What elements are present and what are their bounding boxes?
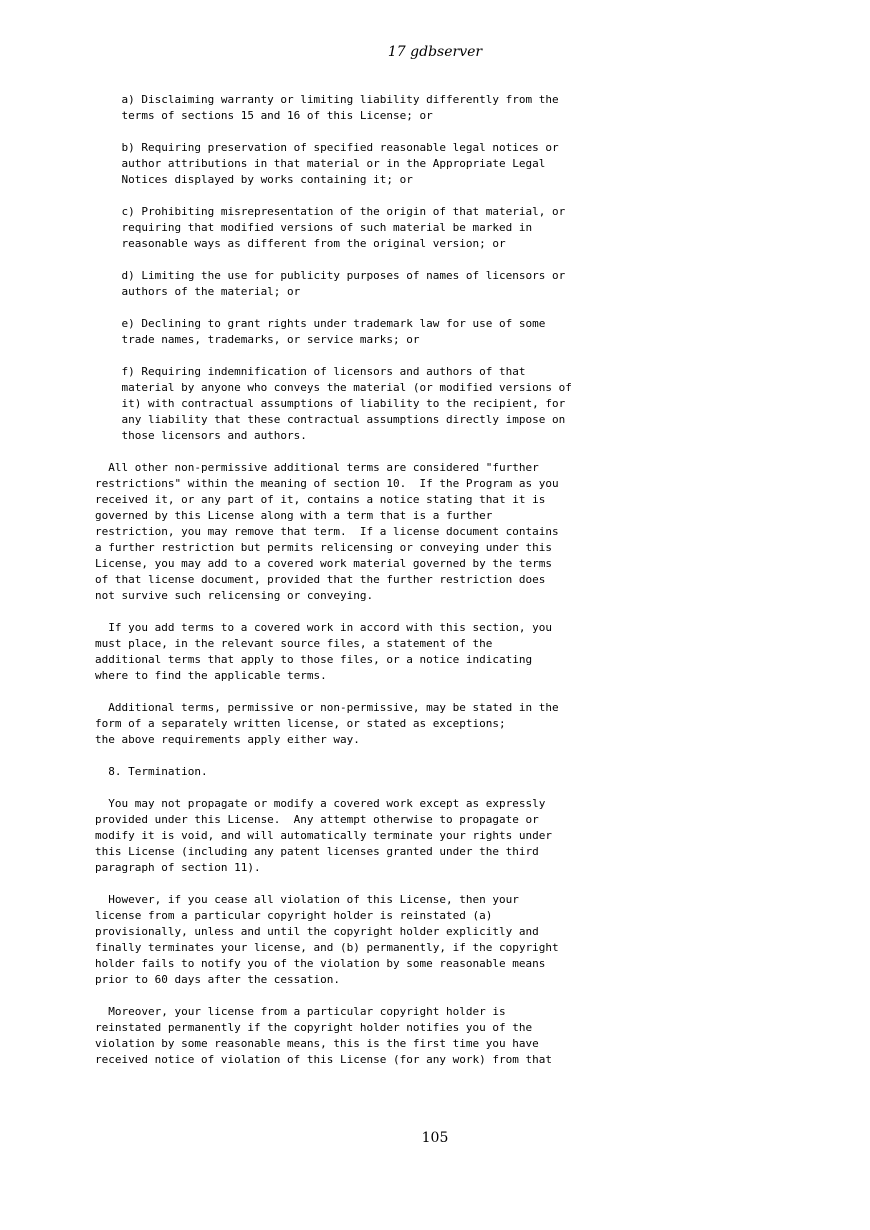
- clause-e: e) Declining to grant rights under trademark law for use of some trade names, trademarks, or service marks; or: [121, 317, 546, 346]
- additional-terms-paragraph: Additional terms, permissive or non-permissive, may be stated in the form of a separately written license, or stated as exceptions; the above requirements apply either way.: [95, 701, 559, 746]
- notice-placement-paragraph: If you add terms to a covered work in accord with this section, you must place, in the relevant source files, a statement of the additional terms that apply to those files, or a notice indicating where to find the applicable terms.: [95, 621, 552, 682]
- clause-f: f) Requiring indemnification of licensors and authors of that material by anyone who conveys the material (or modified versions of it) with contractual assumptions of liability to the recipient, for any liability that these contractual assumptions directly impose on those licensors and authors.: [121, 365, 572, 442]
- clause-d: d) Limiting the use for publicity purposes of names of licensors or authors of the material; or: [121, 269, 566, 298]
- termination-paragraph: You may not propagate or modify a covered work except as expressly provided under this License. Any attempt otherwise to propagate or modify it is void, and will automatically terminate your rights under this License (including any patent licenses granted under the third paragraph of section 11).: [95, 797, 552, 874]
- license-text-body: [95, 92, 795, 1084]
- clause-c: c) Prohibiting misrepresentation of the origin of that material, or requiring that modified versions of such material be marked in reasonable ways as different from the original version; or: [121, 205, 566, 250]
- page-header-title: 17 gdbserver: [387, 44, 483, 60]
- clause-a: a) Disclaiming warranty or limiting liability differently from the terms of sections 15 and 16 of this License; or: [121, 93, 559, 122]
- further-restrictions-paragraph: All other non-permissive additional terms are considered "further restrictions" within the meaning of section 10. If the Program as you received it, or any part of it, contains a notice stating that it is governed by this License along with a term that is a further restriction, you may remove that term. If a license document contains a further restriction but permits relicensing or conveying under this License, you may add to a covered work material governed by the terms of that license document, provided that the further restriction does not survive such relicensing or conveying.: [95, 461, 559, 602]
- section-8-heading: 8. Termination.: [95, 765, 208, 778]
- page-number: 105: [421, 1130, 449, 1146]
- clause-b: b) Requiring preservation of specified reasonable legal notices or author attributions in that material or in the Appropriate Legal Notices displayed by works containing it; or: [121, 141, 559, 186]
- permanent-reinstatement-paragraph: Moreover, your license from a particular copyright holder is reinstated permanently if the copyright holder notifies you of the violation by some reasonable means, this is the first time you have received notice of violation of this License (for any work) from that: [95, 1005, 552, 1066]
- reinstatement-paragraph: However, if you cease all violation of this License, then your license from a particular copyright holder is reinstated (a) provisionally, unless and until the copyright holder explicitly and finally terminates your license, and (b) permanently, if the copyright holder fails to notify you of the violation by some reasonable means prior to 60 days after the cessation.: [95, 893, 559, 986]
